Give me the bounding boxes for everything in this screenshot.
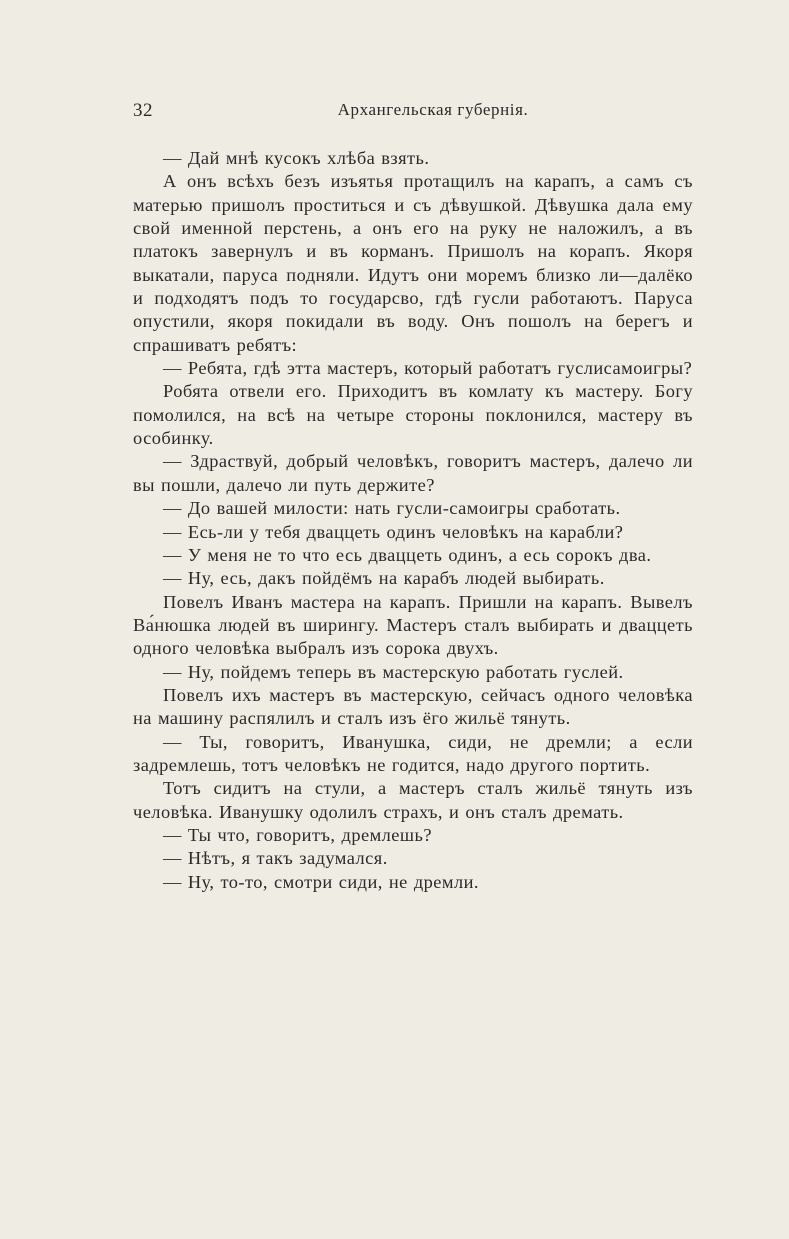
paragraph: — У меня не то что есь дваццеть одинъ, а есь сорокъ два. (163, 544, 652, 565)
page-header (133, 100, 693, 130)
paragraph: — Здраствуй, добрый человѣкъ, говоритъ мастеръ, далечо ли вы пошли, далечо ли путь держите? (133, 451, 693, 495)
paragraph: А онъ всѣхъ безъ изъятья протащилъ на карапъ, а самъ съ матерью пришолъ проститься и съ дѣвушкой. Дѣвушка дала ему свой именной перстень, а онъ его на руку не наложилъ, а въ платокъ завернулъ и въ корманъ. Пришолъ на корапъ. Якоря выкатали, паруса подняли. Идутъ они моремъ близко ли—далёко и подходятъ подъ то государсво, гдѣ гусли работаютъ. Паруса опустили, якоря покидали въ воду. Онъ пошолъ на берегъ и спрашиватъ ребятъ: (133, 171, 693, 355)
running-title: Архангельская губернія. (337, 100, 529, 119)
paragraph: — Ты что, говоритъ, дремлешь? (163, 824, 432, 845)
body-text (133, 147, 693, 894)
paragraph: — Ребята, гдѣ этта мастеръ, который работатъ гуслисамоигры? (163, 358, 693, 379)
paragraph: Повелъ ихъ мастеръ въ мастерскую, сейчасъ одного человѣка на машину распялилъ и сталъ изъ ёго жильё тянуть. (133, 684, 693, 729)
paragraph: — До вашей милости: нать гусли-самоигры сработать. (163, 498, 621, 519)
paragraph: — Нѣтъ, я такъ задумался. (163, 848, 388, 869)
paragraph: — Ты, говоритъ, Иванушка, сиди, не дремли; а если задремлешь, тотъ человѣкъ не годится, надо другого портить. (133, 731, 693, 775)
paragraph: — Есь-ли у тебя дваццеть одинъ человѣкъ на карабли? (163, 521, 624, 542)
paragraph: — Ну, есь, дакъ пойдёмъ на карабъ людей выбирать. (163, 568, 605, 589)
paragraph: Повелъ Иванъ мастера на карапъ. Пришли на карапъ. Вывелъ Ва́нюшка людей въ ширингу. Мастеръ сталъ выбирать и дваццеть одного человѣка выбралъ изъ сорока двухъ. (133, 591, 693, 659)
page-number: 32 (133, 100, 153, 121)
paragraph: — Ну, то-то, смотри сиди, не дремли. (163, 871, 479, 892)
paragraph: Тотъ сидитъ на стули, а мастеръ сталъ жильё тянуть изъ человѣка. Иванушку одолилъ страхъ, и онъ сталъ дремать. (133, 778, 693, 822)
paragraph: — Дай мнѣ кусокъ хлѣба взять. (163, 148, 430, 168)
paragraph: Робята отвели его. Приходитъ въ комлату къ мастеру. Богу помолился, на всѣ на четыре стороны поклонился, мастеру въ особинку. (133, 381, 693, 449)
paragraph: — Ну, пойдемъ теперь въ мастерскую работать гуслей. (163, 661, 624, 682)
